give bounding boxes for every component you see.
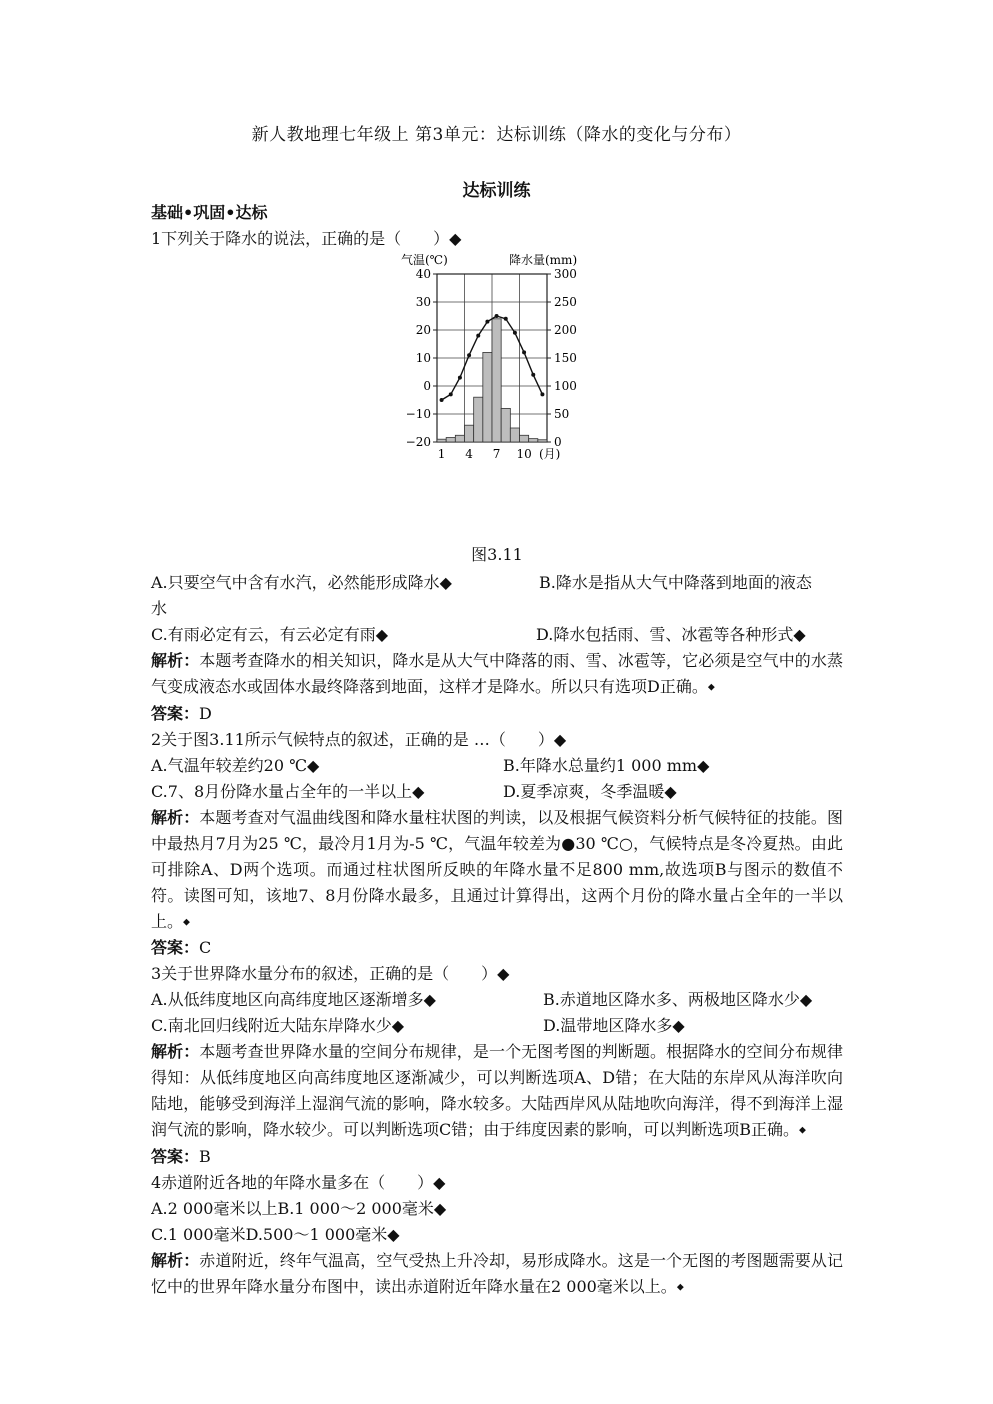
q3-analysis-text: 本题考查世界降水量的空间分布规律，是一个无图考图的判断题。根据降水的空间分布规律得知：从低纬度地区向高纬度地区逐渐减少，可以判断选项A、D错；在大陆的东岸风从海洋吹向陆地，能够受到海洋上湿润气流的影响，降水较多。大陆西岸风从陆地吹向海洋，得不到海洋上湿润气流的影响，降水较少。可以判断选项C错；由于纬度因素的影响，可以判断选项B正确。 [151,1042,843,1139]
x-tick-label: 10 [516,447,532,461]
section-heading: 达标训练 [462,181,531,201]
q1-option-b: B.降水是指从大气中降落到地面的液态 [539,573,812,592]
left-tick-label: −20 [405,435,431,449]
q3-answer-value: B [199,1146,211,1166]
temperature-point [485,320,489,324]
q4-stem: 4赤道附近各地的年降水量多在（ ）◆ [151,1172,446,1192]
q1-option-c: C.有雨必定有云，有云必定有雨◆ [151,625,389,644]
q3-answer [151,1144,843,1170]
q4-analysis-text: 赤道附近，终年气温高，空气受热上升冷却，易形成降水。这是一个无图的考图题需要从记忆中的世界年降水量分布图中，读出赤道附近年降水量在2 000毫米以上。 [151,1250,843,1296]
q4-options-cd: C.1 000毫米D.500～1 000毫米◆ [151,1224,400,1244]
right-tick-label: 100 [554,379,577,393]
temperature-point [531,373,535,377]
q2-option-a: A.气温年较差约20 ℃◆ [151,755,320,775]
temperature-point [513,331,517,335]
left-tick-label: 10 [415,351,431,365]
q2-answer-value: C [199,938,212,957]
temperature-point [458,376,462,380]
q3-option-a: A.从低纬度地区向高纬度地区逐渐增多◆ [151,990,436,1009]
precip-bar [465,425,474,442]
figure-caption: 图3.11 [471,545,523,564]
x-unit-label: (月) [539,447,561,461]
analysis-label: 解析： [151,807,200,827]
q2-answer [151,935,843,961]
end-mark: ◆ [183,917,190,927]
right-tick-label: 50 [554,407,570,421]
q2-options-ab [151,753,843,779]
q1-answer [151,701,843,727]
q1-analysis [151,648,843,701]
q1-options-cd [151,622,843,648]
document-title: 新人教地理七年级上 第3单元：达标训练（降水的变化与分布） [251,125,742,145]
q3-option-b: B.赤道地区降水多、两极地区降水少◆ [543,990,813,1009]
right-tick-label: 150 [554,351,577,365]
q3-stem: 3关于世界降水量分布的叙述，正确的是（ ）◆ [151,964,510,983]
answer-label: 答案： [151,938,200,957]
q1-analysis-text: 本题考查降水的相关知识，降水是从大气中降落的雨、雪、冰雹等，它必须是空气中的水蒸气变成液态水或固体水最终降落到地面，这样才是降水。所以只有选项D正确。 [151,651,843,696]
climate-chart-container [151,252,843,540]
left-tick-label: 0 [423,379,431,393]
q3-option-c: C.南北回归线附近大陆东岸降水少◆ [151,1016,405,1035]
end-mark: ◆ [707,682,715,693]
q2-option-b: B.年降水总量约1 000 mm◆ [503,755,710,775]
x-tick-label: 7 [492,447,501,461]
precip-bar [455,435,464,442]
left-tick-label: −10 [405,407,431,421]
temperature-point [476,334,480,338]
temperature-point [449,392,453,396]
precip-bar [474,397,483,442]
temperature-point [522,350,526,354]
analysis-label: 解析： [151,1042,200,1061]
q4-options-ab: A.2 000毫米以上B.1 000～2 000毫米◆ [151,1198,447,1218]
precip-bar [520,435,529,442]
x-tick-label: 4 [465,447,473,461]
q2-options-cd [151,779,843,805]
q1-option-d: D.降水包括雨、雪、冰雹等各种形式◆ [536,625,806,644]
precip-bar [483,352,492,442]
answer-label: 答案： [151,1146,200,1166]
right-tick-label: 200 [554,323,577,337]
q1-option-a: A.只要空气中含有水汽，必然能形成降水◆ [151,573,452,592]
x-tick-label: 1 [437,447,446,461]
q1-answer-value: D [199,703,212,723]
q2-option-d: D.夏季凉爽，冬季温暖◆ [503,781,677,801]
temperature-point [467,353,471,357]
q2-analysis-text: 本题考查对气温曲线图和降水量柱状图的判读，以及根据气候资料分析气候特征的技能。图中最热月7月为25 ℃，最冷月1月为-5 ℃，气温年较差为●30 ℃○，气候特点是冬冷夏热。由此可排除A、D两个选项。而通过柱状图所反映的年降水量不足800 mm,故选项B与图示的数值不符。读图可知，该地7、8月份降水最多，且通过计算得出，这两个月份的降水量占全年的一半以上。 [151,807,843,931]
section-label: 基础•巩固•达标 [151,203,268,222]
right-tick-label: 250 [554,295,577,309]
end-mark: ◆ [799,1125,806,1136]
temperature-point [495,314,499,318]
q1-stem: 1下列关于降水的说法，正确的是（ ）◆ [151,229,462,248]
left-tick-label: 20 [415,323,431,337]
document-body [151,200,843,1300]
left-tick-label: 40 [415,267,431,281]
right-tick-label: 300 [554,267,577,281]
q3-option-d: D.温带地区降水多◆ [543,1016,685,1035]
left-axis-label: 气温(℃) [401,253,448,267]
precip-bar [446,438,455,442]
q2-analysis [151,805,843,936]
temperature-point [440,398,444,402]
precip-bar [437,439,446,442]
precip-bar [492,319,501,442]
analysis-label: 解析： [151,651,200,670]
q2-option-c: C.7、8月份降水量占全年的一半以上◆ [151,781,425,801]
q1-option-b-cont: 水 [151,599,168,618]
q1-options-ab [151,570,843,596]
precip-bar [529,439,538,442]
precip-bar [501,408,510,442]
q2-stem: 2关于图3.11所示气候特点的叙述，正确的是 …（ ）◆ [151,729,567,749]
q3-options-cd [151,1013,843,1039]
q3-analysis [151,1039,843,1144]
q3-options-ab [151,987,843,1013]
end-mark: ◆ [676,1282,684,1292]
q4-analysis [151,1248,843,1301]
precip-bar [510,428,519,442]
temperature-point [540,392,544,396]
analysis-label: 解析： [151,1250,200,1270]
climate-chart [397,252,577,522]
right-axis-label: 降水量(mm) [509,253,577,267]
precip-bar [538,440,547,442]
right-tick-label: 0 [554,435,562,449]
temperature-point [504,317,508,321]
answer-label: 答案： [151,703,200,723]
left-tick-label: 30 [415,295,431,309]
